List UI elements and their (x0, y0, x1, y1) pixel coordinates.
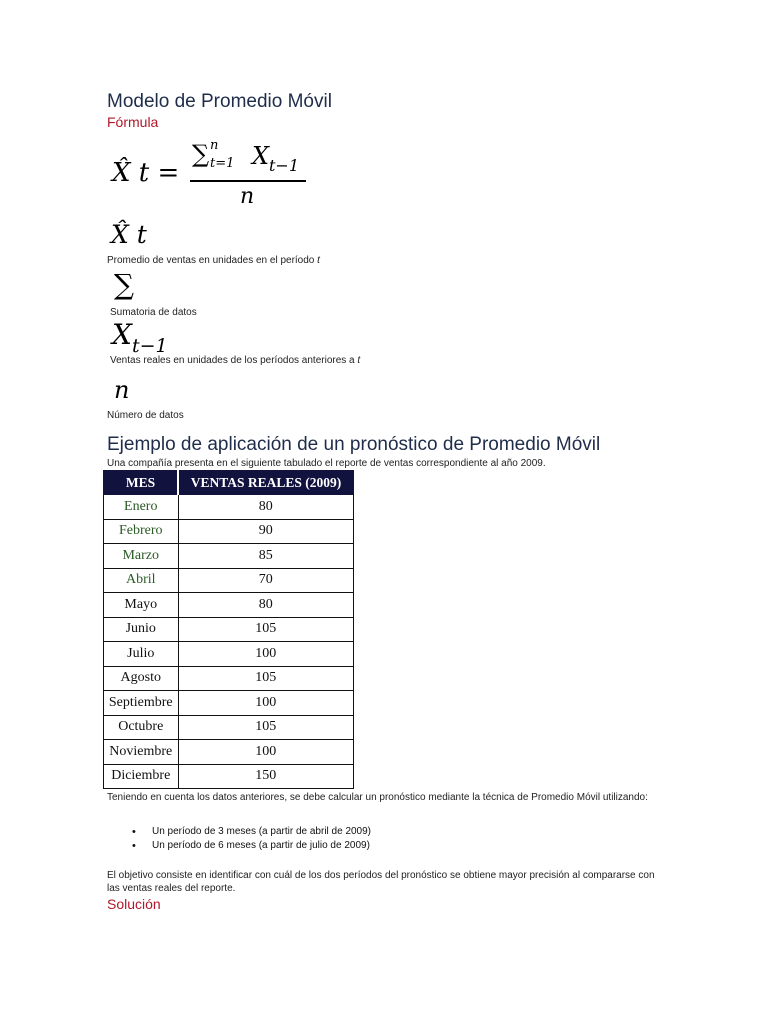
table-row (104, 593, 354, 618)
symbol-n: n (114, 376, 130, 404)
value-cell: 80 (178, 593, 354, 618)
formula-denominator: n (240, 184, 255, 209)
formula-var-sub: t−1 (269, 156, 300, 175)
solution-heading: Solución (107, 896, 161, 912)
formula-lhs: X̂ t = (112, 158, 180, 188)
value-cell: 105 (178, 715, 354, 740)
table-header-row (104, 471, 354, 495)
value-cell: 80 (178, 495, 354, 520)
month-cell: Mayo (104, 593, 179, 618)
table-row (104, 568, 354, 593)
value-cell: 105 (178, 617, 354, 642)
example-heading: Ejemplo de aplicación de un pronóstico de Promedio Móvil (107, 434, 601, 455)
formula-heading: Fórmula (107, 114, 159, 130)
value-cell: 150 (178, 764, 354, 789)
sigma-icon: ∑ (114, 268, 134, 301)
month-cell: Junio (104, 617, 179, 642)
sales-table-container (103, 470, 354, 789)
month-cell: Enero (104, 495, 179, 520)
table-row (104, 544, 354, 569)
value-cell: 100 (178, 691, 354, 716)
month-cell: Abril (104, 568, 179, 593)
formula-sup: n (210, 138, 219, 153)
header-ventas: VENTAS REALES (2009) (178, 471, 354, 495)
table-row (104, 715, 354, 740)
definition-xhat-t: Promedio de ventas en unidades en el período t (107, 255, 320, 266)
value-cell: 70 (178, 568, 354, 593)
month-cell: Febrero (104, 519, 179, 544)
sales-table (103, 470, 354, 789)
symbol-x-t-minus-1: Xt−1 (112, 318, 168, 357)
fraction-bar (190, 180, 306, 182)
month-cell: Marzo (104, 544, 179, 569)
moving-average-formula (110, 140, 320, 215)
table-row (104, 519, 354, 544)
month-cell: Julio (104, 642, 179, 667)
table-row (104, 495, 354, 520)
table-row (104, 617, 354, 642)
value-cell: 85 (178, 544, 354, 569)
month-cell: Septiembre (104, 691, 179, 716)
period-list (108, 825, 371, 853)
formula-fraction (190, 140, 308, 212)
after-table-text: Teniendo en cuenta los datos anteriores, se debe calcular un pronóstico mediante la técnica de Promedio Móvil utilizando: (107, 792, 648, 803)
definition-n: Número de datos (107, 410, 184, 421)
table-row (104, 764, 354, 789)
value-cell: 100 (178, 642, 354, 667)
page-title: Modelo de Promedio Móvil (107, 91, 332, 112)
formula-var: X (252, 142, 270, 170)
objective-line-1: El objetivo consiste en identificar con cuál de los dos períodos del pronóstico se obtiene mayor precisión al compararse con (107, 870, 655, 881)
value-cell: 90 (178, 519, 354, 544)
month-cell: Agosto (104, 666, 179, 691)
header-mes: MES (104, 471, 179, 495)
example-intro: Una compañía presenta en el siguiente tabulado el reporte de ventas correspondiente al año 2009. (107, 458, 546, 469)
table-row (104, 691, 354, 716)
symbol-xhat-t: X̂ t (111, 220, 147, 249)
table-row (104, 740, 354, 765)
table-row (104, 666, 354, 691)
month-cell: Diciembre (104, 764, 179, 789)
definition-sigma: Sumatoria de datos (110, 307, 197, 318)
list-item: • Un período de 6 meses (a partir de julio de 2009) (108, 839, 371, 853)
formula-sub: t=1 (210, 156, 235, 171)
formula-numerator (192, 138, 300, 175)
value-cell: 100 (178, 740, 354, 765)
value-cell: 105 (178, 666, 354, 691)
objective-line-2: las ventas reales del reporte. (107, 883, 236, 894)
month-cell: Octubre (104, 715, 179, 740)
definition-x-t-minus-1: Ventas reales en unidades de los períodos anteriores a t (110, 355, 361, 366)
sigma-icon: ∑ (192, 140, 210, 168)
table-row (104, 642, 354, 667)
month-cell: Noviembre (104, 740, 179, 765)
list-item: • Un período de 3 meses (a partir de abril de 2009) (108, 825, 371, 839)
